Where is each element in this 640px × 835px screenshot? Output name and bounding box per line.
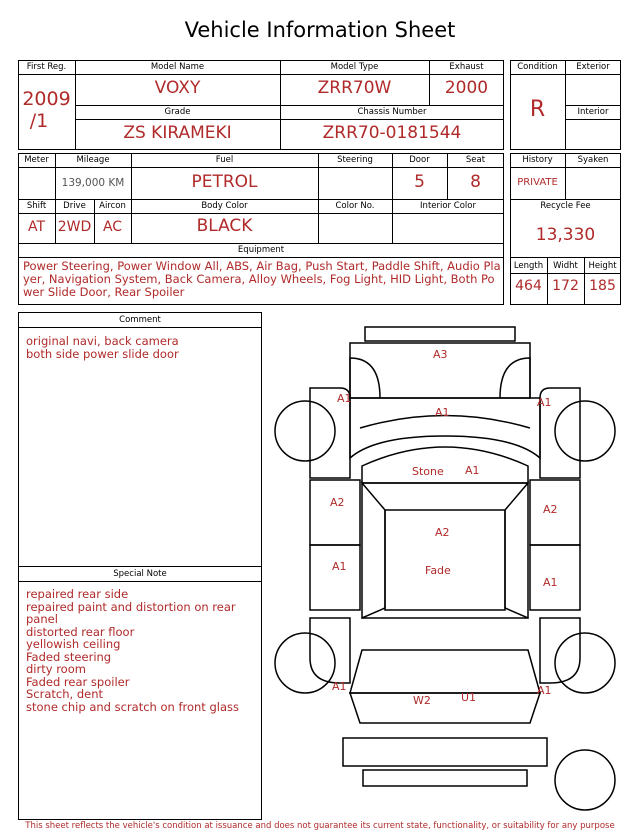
condition-label: Condition <box>517 62 558 72</box>
door-value: 5 <box>414 172 425 192</box>
exhaust-value: 2000 <box>444 78 489 98</box>
body-color-value: BLACK <box>196 216 253 236</box>
aircon-label: Aircon <box>99 201 126 211</box>
right-front-wheel <box>555 401 615 461</box>
grade-value: ZS KIRAMEKI <box>123 123 232 143</box>
model-type-label: Model Type <box>330 62 379 72</box>
mark-left-rear-quarter: A1 <box>332 680 347 693</box>
special-note-line: Faded rear spoiler <box>26 674 130 689</box>
page-title: Vehicle Information Sheet <box>184 18 456 42</box>
right-rear-wheel <box>555 633 615 693</box>
history-value: PRIVATE <box>517 177 558 188</box>
length-label: Length <box>513 261 544 271</box>
left-rear-door <box>310 545 360 610</box>
fuel-label: Fuel <box>215 155 234 165</box>
shift-value: AT <box>27 219 46 235</box>
roof <box>385 510 505 610</box>
first-reg-month: /1 <box>29 110 49 132</box>
seat-value: 8 <box>470 172 481 192</box>
special-note-line: yellowish ceiling <box>26 637 121 651</box>
body-color-label: Body Color <box>201 201 248 211</box>
special-note-line: repaired rear side <box>26 587 129 601</box>
mark-front-bumper: A3 <box>433 348 448 361</box>
first-reg-label: First Reg. <box>26 62 67 72</box>
mileage-label: Mileage <box>76 155 110 165</box>
mark-roof: A2 <box>435 526 450 539</box>
disclaimer-footer: This sheet reflects the vehicle's condition at issuance and does not guarantee its current state, functionality, or suitability for any purpose <box>25 821 615 831</box>
special-note-label: Special Note <box>113 569 167 579</box>
exhaust-label: Exhaust <box>449 62 484 72</box>
spare-wheel <box>555 750 615 810</box>
history-label: History <box>522 155 553 165</box>
chassis-number-value: ZRR70-0181544 <box>322 123 462 143</box>
condition-value: R <box>529 97 546 122</box>
exterior-label: Exterior <box>576 62 610 72</box>
equipment-label: Equipment <box>237 245 285 255</box>
first-reg-year: 2009 <box>22 88 71 110</box>
mark-left-front-door: A2 <box>330 496 345 509</box>
special-note-line: dirty room <box>26 662 86 676</box>
comment-text <box>26 335 258 360</box>
comment-line: original navi, back camera <box>26 334 179 348</box>
height-value: 185 <box>589 278 616 294</box>
mark-windshield-note: Stone <box>412 465 444 478</box>
left-rear-quarter <box>310 618 350 683</box>
comment-line: both side power slide door <box>26 346 179 361</box>
syaken-label: Syaken <box>577 155 609 165</box>
left-front-wheel <box>275 401 335 461</box>
width-label: Widht <box>553 261 578 271</box>
left-front-door <box>310 480 360 545</box>
special-note-line: Faded steering <box>26 649 112 664</box>
mark-roof-note: Fade <box>425 564 451 577</box>
mark-rear-glass-right: U1 <box>461 691 477 704</box>
front-bumper-strip <box>365 327 515 341</box>
equipment-value: Power Steering, Power Window All, ABS, Air Bag, Push Start, Paddle Shift, Audio Player, Navigation System, Back Camera, Alloy Wheels, Fog Light, HID Light, Both Power Slide Door, Rear Spoiler <box>23 259 501 299</box>
mark-right-rear-quarter: A1 <box>537 684 552 697</box>
special-note-line: repaired paint and distortion on rear panel <box>26 599 236 626</box>
chassis-number-label: Chassis Number <box>357 107 427 117</box>
mark-rear-glass-left: W2 <box>413 694 431 707</box>
steering-label: Steering <box>337 155 373 165</box>
mark-right-front-fender: A1 <box>537 396 552 409</box>
aircon-value: AC <box>102 219 123 235</box>
right-rear-quarter <box>540 618 580 683</box>
model-type-value: ZRR70W <box>317 78 392 98</box>
rear-hatch <box>350 693 540 723</box>
special-note-line: stone chip and scratch on front glass <box>26 699 239 714</box>
shift-label: Shift <box>26 201 47 211</box>
model-name-value: VOXY <box>154 78 201 98</box>
rear-bumper-strip <box>363 770 527 786</box>
mileage-value: 139,000 KM <box>61 177 125 189</box>
special-note-text <box>26 588 258 713</box>
drive-value: 2WD <box>57 219 92 235</box>
windshield <box>362 447 528 483</box>
width-value: 172 <box>552 278 579 294</box>
interior-label: Interior <box>577 107 609 117</box>
length-value: 464 <box>515 278 542 294</box>
mark-left-rear-door: A1 <box>332 560 347 573</box>
rear-bumper <box>343 738 547 766</box>
mark-right-front-door: A2 <box>543 503 558 516</box>
color-no-label: Color No. <box>335 201 375 211</box>
mark-right-rear-door: A1 <box>543 576 558 589</box>
mark-left-front-fender: A1 <box>337 392 352 405</box>
meter-label: Meter <box>24 155 49 165</box>
grade-label: Grade <box>164 107 191 117</box>
mark-hood: A1 <box>435 406 450 419</box>
recycle-fee-value: 13,330 <box>535 225 596 245</box>
left-rear-wheel <box>275 633 335 693</box>
interior-color-label: Interior Color <box>420 201 476 211</box>
seat-label: Seat <box>465 155 486 165</box>
recycle-fee-label: Recycle Fee <box>540 201 591 211</box>
door-label: Door <box>409 155 430 165</box>
height-label: Height <box>588 261 617 271</box>
mark-windshield: A1 <box>465 464 480 477</box>
special-note-line: distorted rear floor <box>26 624 135 639</box>
car-damage-diagram <box>265 318 625 818</box>
comment-label: Comment <box>119 315 161 325</box>
fuel-value: PETROL <box>191 172 258 192</box>
model-name-label: Model Name <box>150 62 205 72</box>
rear-glass <box>350 650 540 693</box>
special-note-line: Scratch, dent <box>26 687 104 701</box>
drive-label: Drive <box>63 201 86 211</box>
